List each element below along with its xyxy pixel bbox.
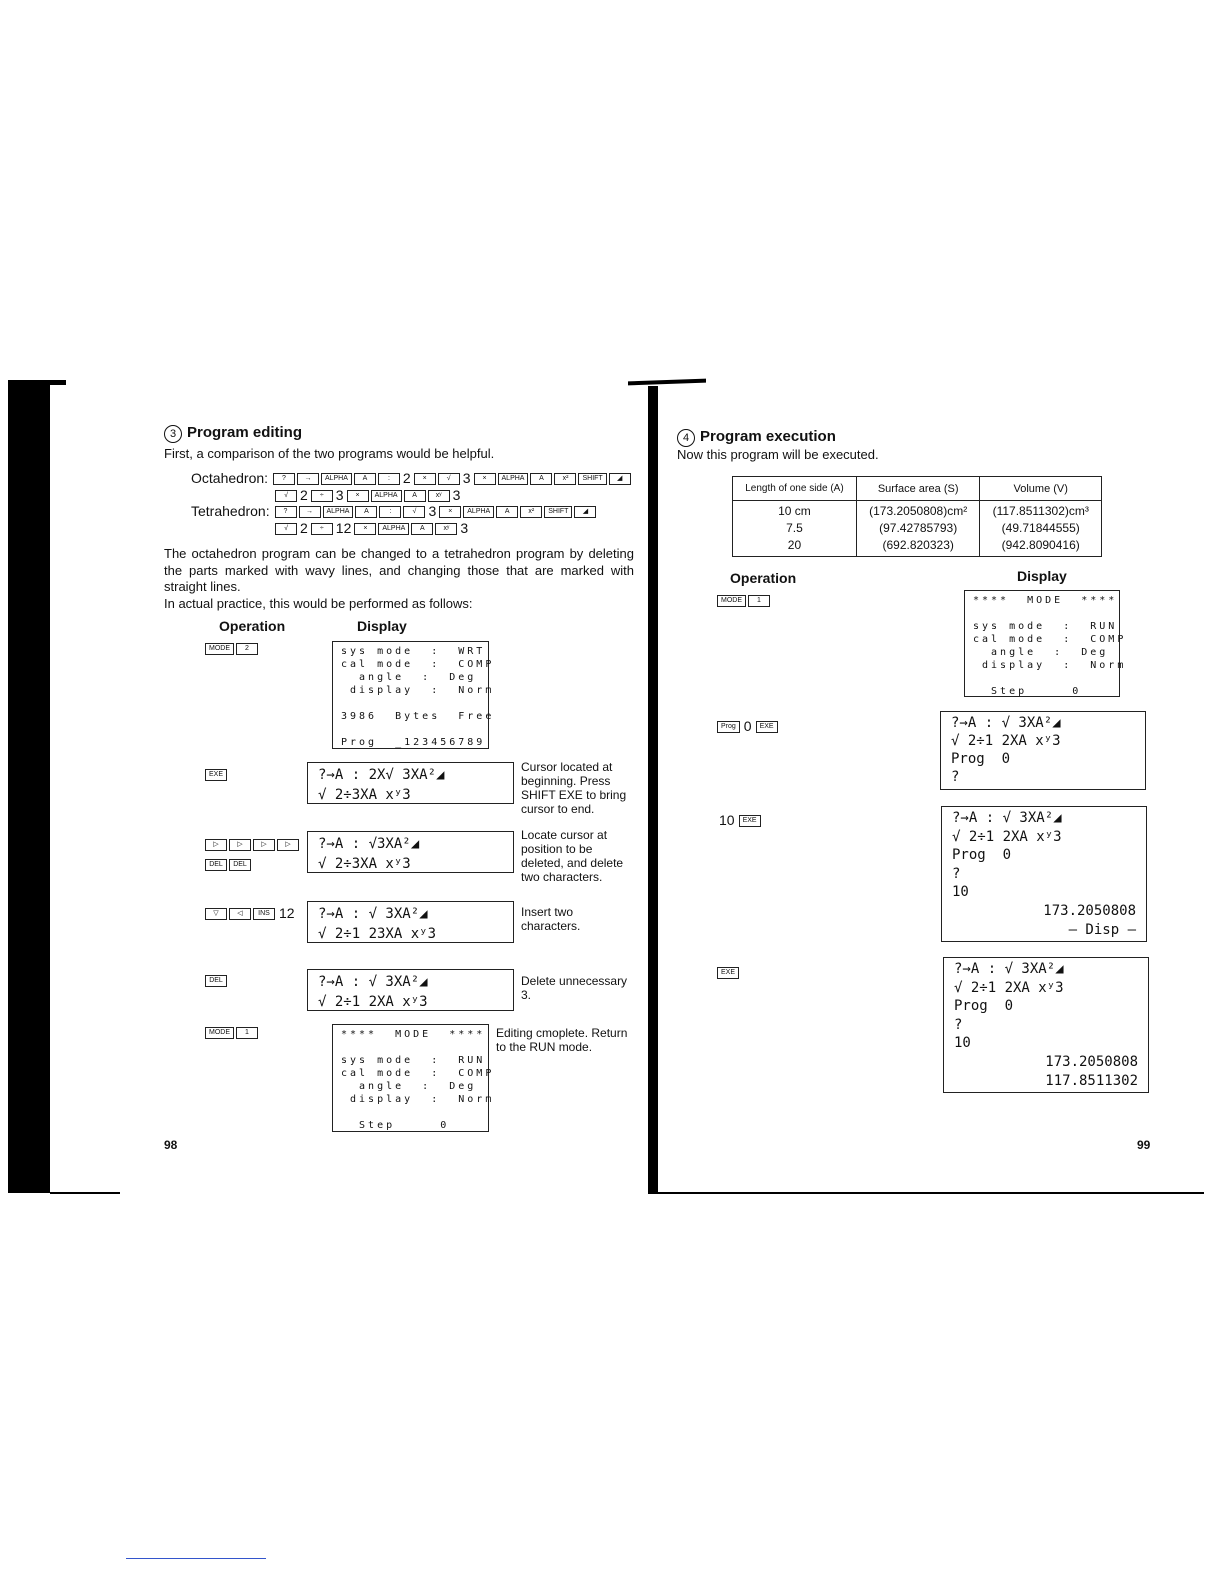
right-intro: Now this program will be executed.: [677, 447, 879, 462]
key-icon: ▽: [205, 908, 227, 920]
key-text: 3: [462, 470, 471, 486]
left-step-1-keys: [204, 640, 259, 656]
display-line: ?: [951, 769, 960, 785]
display-line: [341, 1041, 480, 1054]
key-icon: xʸ: [428, 490, 450, 502]
table-cell: (97.42785793): [879, 521, 958, 535]
page-edge-bottom-left: [50, 1192, 120, 1194]
key-icon: √: [275, 490, 297, 502]
display-line: ?→A : √ 3XA²◢: [952, 810, 1062, 826]
key-text: 10: [719, 812, 735, 828]
display-line: — Disp —: [1068, 921, 1136, 938]
display-line: √ 2÷1 2XA xʸ3: [318, 994, 428, 1010]
table-cell: (117.8511302)cm³: [992, 504, 1089, 518]
left-step-5-note: Delete unnecessary 3.: [521, 974, 628, 1002]
left-step-6-keys: [204, 1024, 259, 1040]
left-step-3-display: [307, 831, 514, 873]
table-header: Length of one side (A): [733, 477, 857, 501]
key-icon: MODE: [205, 643, 234, 655]
table-header: Surface area (S): [856, 477, 980, 501]
key-icon: EXE: [717, 967, 739, 979]
left-paragraph-1: The octahedron program can be changed to a tetrahedron program by deleting the parts marked with wavy lines, and changing those that are marked with straight lines.: [164, 546, 634, 594]
key-icon: ◢: [609, 473, 631, 485]
tetrahedron-line2: [274, 520, 470, 536]
key-icon: :: [378, 473, 400, 485]
key-icon: ×: [354, 523, 376, 535]
key-text: 12: [279, 905, 295, 921]
table-cell: (692.820323): [882, 538, 954, 552]
key-icon: Prog: [717, 721, 740, 733]
section-number: 3: [164, 425, 182, 443]
display-line: Prog 0: [951, 751, 1011, 767]
display-line: √ 2÷3XA xʸ3: [318, 787, 411, 803]
key-text: 3: [460, 520, 469, 536]
left-paragraph-2: In actual practice, this would be performed as follows:: [164, 596, 473, 611]
footer-link-rule: [126, 1558, 266, 1559]
left-step-4-note: Insert two characters.: [521, 905, 581, 933]
key-icon: ×: [439, 506, 461, 518]
key-icon: A: [496, 506, 518, 518]
key-icon: →: [297, 473, 319, 485]
key-icon: ALPHA: [321, 473, 352, 485]
octahedron-keys: [191, 470, 632, 486]
display-line: cal mode : COMP: [973, 634, 1127, 645]
display-line: √ 2÷3XA xʸ3: [318, 856, 411, 872]
display-line: ?→A : 2X√ 3XA²◢: [318, 767, 445, 783]
left-section-title: [164, 424, 302, 443]
key-icon: ▷: [229, 839, 251, 851]
display-line: display : Norm: [973, 660, 1127, 671]
key-text: 2: [300, 487, 308, 503]
display-line: √ 2÷1 2XA xʸ3: [954, 979, 1064, 996]
display-line: 173.2050808: [1043, 902, 1136, 919]
key-icon: ?: [275, 506, 297, 518]
display-line: ?→A : √ 3XA²◢: [318, 974, 428, 990]
display-line: sys mode : RUN: [341, 1055, 486, 1066]
left-step-2-note: Cursor located at beginning. Press SHIFT EXE to bring cursor to end.: [521, 760, 627, 816]
display-line: angle : Deg: [341, 672, 477, 683]
display-line: **** MODE ****: [341, 1029, 486, 1040]
display-line: Step 0: [341, 1120, 450, 1131]
key-text: 2: [300, 520, 308, 536]
left-step-6-display: [332, 1024, 495, 1132]
key-icon: x²: [554, 473, 576, 485]
display-line: Prog 0: [952, 847, 1012, 864]
display-line: [341, 697, 480, 710]
key-icon: ALPHA: [371, 490, 402, 502]
octahedron-keys-line2: [274, 487, 462, 503]
key-icon: x²: [520, 506, 542, 518]
octahedron-label: Octahedron:: [191, 470, 269, 486]
key-icon: ▷: [205, 839, 227, 851]
display-line: sys mode : RUN: [973, 621, 1118, 632]
binding-left: [8, 383, 50, 1193]
key-icon: ALPHA: [498, 473, 529, 485]
display-line: 10: [954, 1035, 971, 1052]
key-icon: ALPHA: [323, 506, 354, 518]
right-section-title: [677, 428, 836, 447]
key-icon: A: [354, 473, 376, 485]
left-step-3-note: Locate cursor at position to be deleted, and delete two characters.: [521, 828, 624, 884]
right-step-4-display: [943, 957, 1149, 1093]
display-line: display : Norm: [341, 1094, 495, 1105]
table-cell: (173.2050808)cm²: [869, 504, 968, 518]
display-line: [341, 723, 480, 736]
key-icon: ALPHA: [463, 506, 494, 518]
key-icon: ALPHA: [378, 523, 409, 535]
display-line: Step 0: [973, 686, 1082, 697]
key-icon: SHIFT: [578, 473, 606, 485]
section-number: 4: [677, 429, 695, 447]
key-text: 0: [743, 718, 752, 734]
key-icon: √: [438, 473, 460, 485]
key-icon: ?: [273, 473, 295, 485]
key-icon: ◢: [574, 506, 596, 518]
tetrahedron-keys: [191, 503, 597, 519]
result-table: [732, 476, 1102, 557]
key-icon: EXE: [756, 721, 778, 733]
left-step-1-display: [332, 641, 495, 749]
left-page-number: 98: [164, 1138, 178, 1152]
left-step-6-note: Editing cmoplete. Return to the RUN mode.: [496, 1026, 628, 1054]
display-line: angle : Deg: [341, 1081, 477, 1092]
key-text: 2: [402, 470, 411, 486]
left-display-header: Display: [357, 618, 407, 634]
left-intro: First, a comparison of the two programs would be helpful.: [164, 446, 495, 461]
display-line: ?→A : √3XA²◢: [318, 836, 420, 852]
left-step-4-display: [307, 901, 514, 943]
display-line: [341, 1106, 480, 1119]
page-edge-top-mid: [628, 379, 706, 386]
display-line: ?→A : √ 3XA²◢: [951, 715, 1061, 731]
key-icon: INS: [253, 908, 275, 920]
key-icon: DEL: [229, 859, 251, 871]
key-icon: ×: [414, 473, 436, 485]
table-cell: 20: [787, 538, 802, 552]
left-operation-header: Operation: [219, 618, 286, 634]
table-cell: (49.71844555): [1001, 521, 1080, 535]
key-text: 3: [428, 503, 437, 519]
octahedron-line2: [274, 487, 462, 503]
key-icon: EXE: [739, 815, 761, 827]
key-icon: ÷: [311, 523, 333, 535]
table-cell: (942.8090416): [1001, 538, 1080, 552]
display-line: ?→A : √ 3XA²◢: [954, 961, 1064, 977]
table-column-v: [980, 501, 1102, 557]
display-line: ?: [952, 865, 961, 882]
table-header: Volume (V): [980, 477, 1102, 501]
display-line: 3986 Bytes Free: [341, 711, 495, 722]
left-step-3-keys: [204, 834, 304, 874]
display-line: Prog 0: [954, 998, 1014, 1015]
display-line: **** MODE ****: [973, 595, 1118, 606]
page-edge-bottom-right: [658, 1192, 1204, 1194]
key-text: 3: [335, 487, 344, 503]
key-icon: 1: [236, 1027, 258, 1039]
right-page-number: 99: [1137, 1138, 1151, 1152]
section-title: Program execution: [700, 428, 836, 445]
left-step-5-display: [307, 969, 514, 1011]
key-icon: →: [299, 506, 321, 518]
tetrahedron-line1: [274, 503, 598, 519]
key-icon: MODE: [717, 595, 746, 607]
key-icon: √: [403, 506, 425, 518]
display-line: display : Norm: [341, 685, 495, 696]
key-icon: SHIFT: [544, 506, 572, 518]
display-line: ?→A : √ 3XA²◢: [318, 906, 428, 922]
left-step-4-keys: [204, 903, 304, 923]
key-icon: A: [411, 523, 433, 535]
key-icon: MODE: [205, 1027, 234, 1039]
display-line: ?: [954, 1016, 963, 1033]
key-icon: ▷: [277, 839, 299, 851]
display-line: 173.2050808: [1045, 1053, 1138, 1070]
key-icon: :: [379, 506, 401, 518]
key-icon: ▷: [253, 839, 275, 851]
right-step-4-keys: [716, 964, 740, 980]
display-line: √ 2÷1 23XA xʸ3: [318, 926, 437, 942]
key-icon: ◁: [229, 908, 251, 920]
left-step-5-keys: [204, 972, 228, 988]
table-cell: 7.5: [786, 521, 803, 535]
right-step-2-display: [940, 711, 1146, 790]
key-icon: DEL: [205, 975, 227, 987]
key-text: 3: [452, 487, 461, 503]
key-icon: ×: [474, 473, 496, 485]
right-step-3-display: [941, 806, 1147, 942]
display-line: cal mode : COMP: [341, 659, 495, 670]
key-text: 12: [335, 520, 352, 536]
display-line: [973, 672, 1111, 685]
key-icon: xʸ: [435, 523, 457, 535]
right-step-1-keys: [716, 592, 771, 608]
right-step-1-display: [964, 590, 1127, 697]
key-icon: DEL: [205, 859, 227, 871]
key-icon: A: [404, 490, 426, 502]
display-line: √ 2÷1 2XA xʸ3: [952, 828, 1062, 845]
key-icon: A: [355, 506, 377, 518]
table-cell: 10 cm: [778, 504, 811, 518]
right-step-3-keys: [716, 812, 762, 828]
tetrahedron-label: Tetrahedron:: [191, 503, 270, 519]
key-icon: EXE: [205, 769, 227, 781]
display-line: 10: [952, 884, 969, 901]
display-line: angle : Deg: [973, 647, 1109, 658]
table-column-a: [733, 501, 857, 557]
tetrahedron-keys-line2: [274, 520, 470, 536]
display-line: cal mode : COMP: [341, 1068, 495, 1079]
display-line: Prog _123456789: [341, 737, 486, 748]
key-icon: √: [275, 523, 297, 535]
left-step-2-display: [307, 762, 514, 804]
key-icon: ÷: [311, 490, 333, 502]
key-icon: 2: [236, 643, 258, 655]
display-line: sys mode : WRT: [341, 646, 486, 657]
right-operation-header: Operation: [730, 570, 797, 586]
octahedron-line1: [272, 470, 632, 486]
right-step-2-keys: [716, 718, 779, 734]
table-column-s: [856, 501, 980, 557]
right-display-header: Display: [1017, 568, 1067, 584]
display-line: √ 2÷1 2XA xʸ3: [951, 733, 1061, 749]
display-line: [973, 607, 1111, 620]
key-icon: A: [530, 473, 552, 485]
section-title: Program editing: [187, 424, 303, 441]
key-icon: 1: [748, 595, 770, 607]
binding-center: [648, 386, 658, 1194]
left-step-2-keys: [204, 766, 228, 782]
key-icon: ×: [347, 490, 369, 502]
display-line: 117.8511302: [1045, 1072, 1138, 1089]
